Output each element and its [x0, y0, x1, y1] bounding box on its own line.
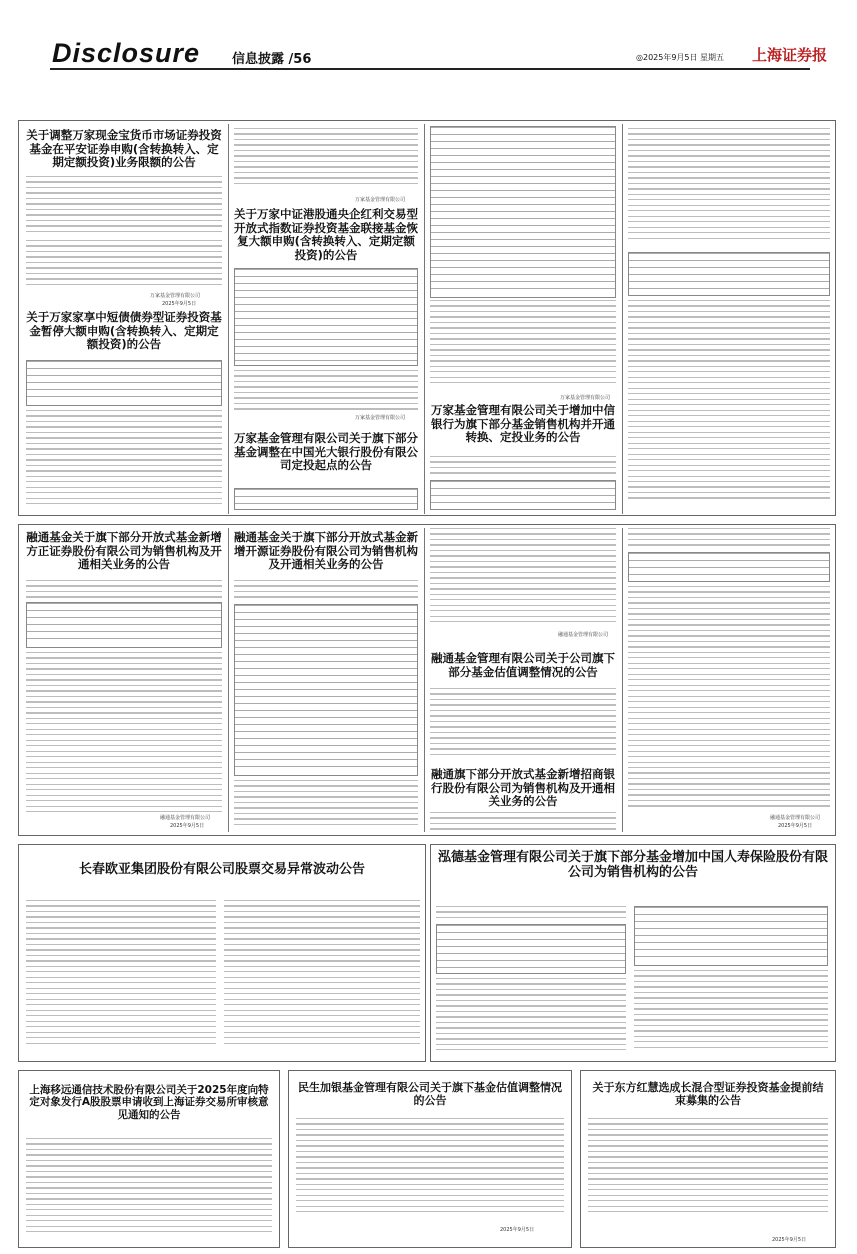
article-body [234, 128, 418, 188]
article-body [436, 978, 626, 1054]
signature: 万家基金管理有限公司 [355, 415, 406, 421]
signature-date: 2025年9月5日 [162, 301, 197, 307]
divider [622, 528, 623, 832]
data-table [234, 268, 418, 366]
article-body [26, 1138, 272, 1240]
section-title: 信息披露 /56 [232, 52, 312, 67]
article-body [628, 300, 830, 510]
signature: 万家基金管理有限公司 [150, 293, 201, 299]
signature: 融通基金管理有限公司 [160, 815, 211, 821]
divider [622, 124, 623, 514]
fund-table [628, 552, 830, 582]
article-body [234, 780, 418, 826]
article-body [26, 580, 222, 600]
header-rule [50, 68, 810, 70]
divider [424, 124, 425, 514]
newspaper-name: 上海证券报 [752, 46, 828, 64]
signature: 万家基金管理有限公司 [560, 395, 611, 401]
article-body [234, 370, 418, 410]
fund-table [430, 126, 616, 298]
article-body [224, 900, 420, 1050]
article-title: 万家基金管理有限公司关于增加中信银行为旗下部分基金销售机构并开通转换、定投业务的公告 [431, 403, 615, 445]
article-title: 融通基金关于旗下部分开放式基金新增开源证券股份有限公司为销售机构及开通相关业务的公告 [234, 530, 418, 572]
data-table [628, 252, 830, 296]
article-body [430, 300, 616, 390]
article-title: 融通旗下部分开放式基金新增招商银行股份有限公司为销售机构及开通相关业务的公告 [431, 767, 615, 809]
article-body [628, 528, 830, 548]
article-title: 融通基金关于旗下部分开放式基金新增方正证券股份有限公司为销售机构及开通相关业务的公告 [26, 530, 222, 572]
article-title: 关于东方红慧选成长混合型证券投资基金提前结束募集的公告 [592, 1081, 824, 1107]
fund-table [634, 906, 828, 966]
article-body [296, 1118, 564, 1222]
fund-table [436, 924, 626, 974]
article-body [26, 410, 222, 510]
article-body [628, 128, 830, 248]
divider [228, 528, 229, 832]
brand-logo: Disclosure [52, 38, 201, 68]
article-body [634, 970, 828, 1054]
article-body [628, 586, 830, 812]
article-title: 关于调整万家现金宝货币市场证券投资基金在平安证券申购(含转换转入、定期定额投资)业务限额的公告 [26, 128, 222, 170]
article-body [436, 906, 626, 922]
article-body [588, 1118, 828, 1222]
article-body [26, 900, 216, 1050]
article-body [430, 528, 616, 628]
issue-date: ◎2025年9月5日 星期五 [636, 53, 725, 62]
signature-date: 2025年9月5日 [772, 1237, 807, 1243]
article-title: 民生加银基金管理有限公司关于旗下基金估值调整情况的公告 [298, 1081, 562, 1107]
signature-date: 2025年9月5日 [500, 1227, 535, 1233]
signature: 融通基金管理有限公司 [770, 815, 821, 821]
divider [424, 528, 425, 832]
data-table [26, 360, 222, 406]
article-title: 泓德基金管理有限公司关于旗下部分基金增加中国人寿保险股份有限公司为销售机构的公告 [437, 850, 828, 881]
article-title: 关于万家中证港股通央企红利交易型开放式指数证券投资基金联接基金恢复大额申购(含转换转入、定期定额投资)的公告 [234, 207, 418, 262]
article-body [26, 240, 222, 290]
fund-table [234, 604, 418, 776]
signature: 融通基金管理有限公司 [558, 632, 609, 638]
article-body [430, 456, 616, 476]
divider [228, 124, 229, 514]
signature-date: 2025年9月5日 [778, 823, 813, 829]
masthead [0, 0, 857, 68]
signature-date: 2025年9月5日 [170, 823, 205, 829]
article-title: 关于万家家享中短债债券型证券投资基金暂停大额申购(含转换转入、定期定额投资)的公告 [26, 310, 222, 352]
article-title: 万家基金管理有限公司关于旗下部分基金调整在中国光大银行股份有限公司定投起点的公告 [234, 431, 418, 473]
article-body [430, 688, 616, 760]
article-title: 融通基金管理有限公司关于公司旗下部分基金估值调整情况的公告 [431, 651, 615, 679]
article-body [26, 176, 222, 236]
article-title: 上海移远通信技术股份有限公司关于2025年度向特定对象发行A股股票申请收到上海证券交易所审核意见通知的公告 [29, 1084, 269, 1121]
signature: 万家基金管理有限公司 [355, 197, 406, 203]
data-table [234, 488, 418, 510]
article-body [26, 652, 222, 820]
fund-table [26, 602, 222, 648]
data-table [430, 480, 616, 510]
article-body [234, 580, 418, 600]
article-title: 长春欧亚集团股份有限公司股票交易异常波动公告 [78, 862, 365, 877]
article-body [430, 812, 616, 832]
